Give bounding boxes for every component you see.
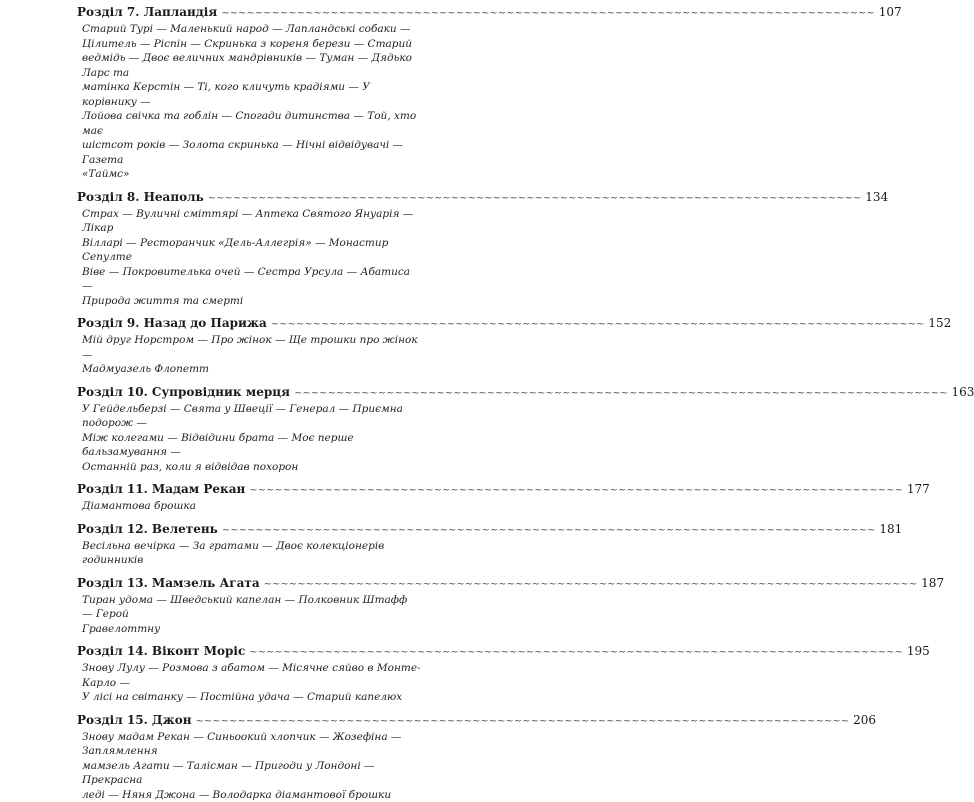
toc-entry-heading — [77, 189, 421, 207]
summary-line: леді — Няня Джона — Володарка діамантової брошки — [82, 788, 421, 802]
chapter-title: Розділ 8. Неаполь — [77, 189, 204, 205]
summary-line: Мадмуазель Флопетт — [82, 362, 421, 377]
toc-entry-heading — [77, 481, 421, 499]
toc-entry-heading — [77, 521, 421, 539]
summary-line: Віве — Покровителька очей — Сестра Урсула — Абатиса — — [82, 265, 421, 294]
toc-entry-heading — [77, 4, 421, 22]
page-number: 163 — [952, 384, 974, 400]
toc-entry-heading — [77, 384, 421, 402]
leader-line: ~~~~~~~~~~~~~~~~~~~~~~~~~~~~~~~~~~~~~~~~~~~~~~~~~~~~~~~~~~~~~~~~~~~~~~~~~~~~~~ — [249, 483, 903, 499]
summary-line: Страх — Вуличні сміттярі — Аптека Святого Януарія — Лікар — [82, 207, 421, 236]
summary-line: Знову мадам Рекан — Синьоокий хлопчик — Жозефіна — Заплямлення — [82, 730, 421, 759]
chapter-summary — [82, 22, 421, 182]
summary-line: Цілитель — Ріспін — Скринька з кореня берези — Старий — [82, 37, 421, 52]
summary-line: Мій друг Норстром — Про жінок — Ще трошки про жінок — — [82, 333, 421, 362]
summary-line: ведмідь — Двоє величних мандрівників — Туман — Дядько Ларс та — [82, 51, 421, 80]
page-number: 206 — [853, 712, 876, 728]
toc-entry[interactable] — [77, 521, 421, 568]
summary-line: Знову Лулу — Розмова з абатом — Місячне сяйво в Монте-Карло — — [82, 661, 421, 690]
summary-line: Діамантова брошка — [82, 499, 421, 514]
summary-line: Лойова свічка та гоблін — Спогади дитинства — Той, хто має — [82, 109, 421, 138]
summary-line: Старий Турі — Маленький народ — Лапландські собаки — — [82, 22, 421, 37]
toc-entry-heading — [77, 643, 421, 661]
summary-line: Природа життя та смерті — [82, 294, 421, 309]
chapter-summary — [82, 661, 421, 705]
toc-entry[interactable] — [77, 575, 421, 637]
summary-line: Вілларі — Ресторанчик «Дель-Аллегрія» — Монастир Сепулте — [82, 236, 421, 265]
page-number: 134 — [865, 189, 888, 205]
chapter-summary — [82, 593, 421, 637]
leader-line: ~~~~~~~~~~~~~~~~~~~~~~~~~~~~~~~~~~~~~~~~~~~~~~~~~~~~~~~~~~~~~~~~~~~~~~~~~~~~~~ — [196, 714, 850, 730]
toc-entry[interactable] — [77, 481, 421, 514]
page-number: 107 — [879, 4, 902, 20]
leader-line: ~~~~~~~~~~~~~~~~~~~~~~~~~~~~~~~~~~~~~~~~~~~~~~~~~~~~~~~~~~~~~~~~~~~~~~~~~~~~~~ — [249, 645, 903, 661]
toc-entry[interactable] — [77, 712, 421, 802]
toc-entry-heading — [77, 315, 421, 333]
summary-line: Гравелоттну — [82, 622, 421, 637]
chapter-title: Розділ 12. Велетень — [77, 521, 218, 537]
toc-entry[interactable] — [77, 643, 421, 705]
summary-line: Тиран удома — Шведський капелан — Полковник Штафф — Герой — [82, 593, 421, 622]
toc-entry[interactable] — [77, 384, 421, 475]
chapter-summary — [82, 539, 421, 568]
chapter-title: Розділ 14. Віконт Моріс — [77, 643, 245, 659]
leader-line: ~~~~~~~~~~~~~~~~~~~~~~~~~~~~~~~~~~~~~~~~~~~~~~~~~~~~~~~~~~~~~~~~~~~~~~~~~~~~~~ — [294, 386, 948, 402]
page-number: 195 — [907, 643, 930, 659]
toc-entry-heading — [77, 575, 421, 593]
toc-entry-heading — [77, 712, 421, 730]
chapter-summary — [82, 333, 421, 377]
chapter-summary — [82, 499, 421, 514]
chapter-summary — [82, 402, 421, 475]
page-number: 152 — [928, 315, 951, 331]
chapter-title: Розділ 15. Джон — [77, 712, 192, 728]
chapter-title: Розділ 7. Лапландія — [77, 4, 217, 20]
leader-line: ~~~~~~~~~~~~~~~~~~~~~~~~~~~~~~~~~~~~~~~~~~~~~~~~~~~~~~~~~~~~~~~~~~~~~~~~~~~~~~ — [221, 6, 875, 22]
toc-entry[interactable] — [77, 315, 421, 377]
page-number: 177 — [907, 481, 930, 497]
summary-line: шістсот років — Золота скринька — Нічні відвідувачі — Газета — [82, 138, 421, 167]
leader-line: ~~~~~~~~~~~~~~~~~~~~~~~~~~~~~~~~~~~~~~~~~~~~~~~~~~~~~~~~~~~~~~~~~~~~~~~~~~~~~~ — [222, 523, 876, 539]
chapter-title: Розділ 11. Мадам Рекан — [77, 481, 245, 497]
page-number: 187 — [921, 575, 944, 591]
table-of-contents — [0, 0, 500, 500]
leader-line: ~~~~~~~~~~~~~~~~~~~~~~~~~~~~~~~~~~~~~~~~~~~~~~~~~~~~~~~~~~~~~~~~~~~~~~~~~~~~~~ — [264, 577, 918, 593]
summary-line: У лісі на світанку — Постійна удача — Старий капелюх — [82, 690, 421, 705]
summary-line: «Таймс» — [82, 167, 421, 182]
summary-line: Останній раз, коли я відвідав похорон — [82, 460, 421, 475]
leader-line: ~~~~~~~~~~~~~~~~~~~~~~~~~~~~~~~~~~~~~~~~~~~~~~~~~~~~~~~~~~~~~~~~~~~~~~~~~~~~~~ — [271, 317, 925, 333]
chapter-summary — [82, 207, 421, 309]
chapter-title: Розділ 13. Мамзель Агата — [77, 575, 260, 591]
summary-line: мамзель Агати — Талісман — Пригоди у Лондоні — Прекрасна — [82, 759, 421, 788]
summary-line: матінка Керстін — Ті, кого кличуть крадіями — У корівнику — — [82, 80, 421, 109]
toc-entry[interactable] — [77, 189, 421, 309]
chapter-summary — [82, 730, 421, 802]
summary-line: Між колегами — Відвідини брата — Моє перше бальзамування — — [82, 431, 421, 460]
chapter-title: Розділ 9. Назад до Парижа — [77, 315, 267, 331]
toc-entry[interactable] — [77, 4, 421, 182]
page-number: 181 — [879, 521, 902, 537]
summary-line: У Гейдельберзі — Свята у Швеції — Генерал — Приємна подорож — — [82, 402, 421, 431]
summary-line: Весільна вечірка — За гратами — Двоє колекціонерів годинників — [82, 539, 421, 568]
chapter-title: Розділ 10. Супровідник мерця — [77, 384, 290, 400]
leader-line: ~~~~~~~~~~~~~~~~~~~~~~~~~~~~~~~~~~~~~~~~~~~~~~~~~~~~~~~~~~~~~~~~~~~~~~~~~~~~~~ — [208, 191, 862, 207]
